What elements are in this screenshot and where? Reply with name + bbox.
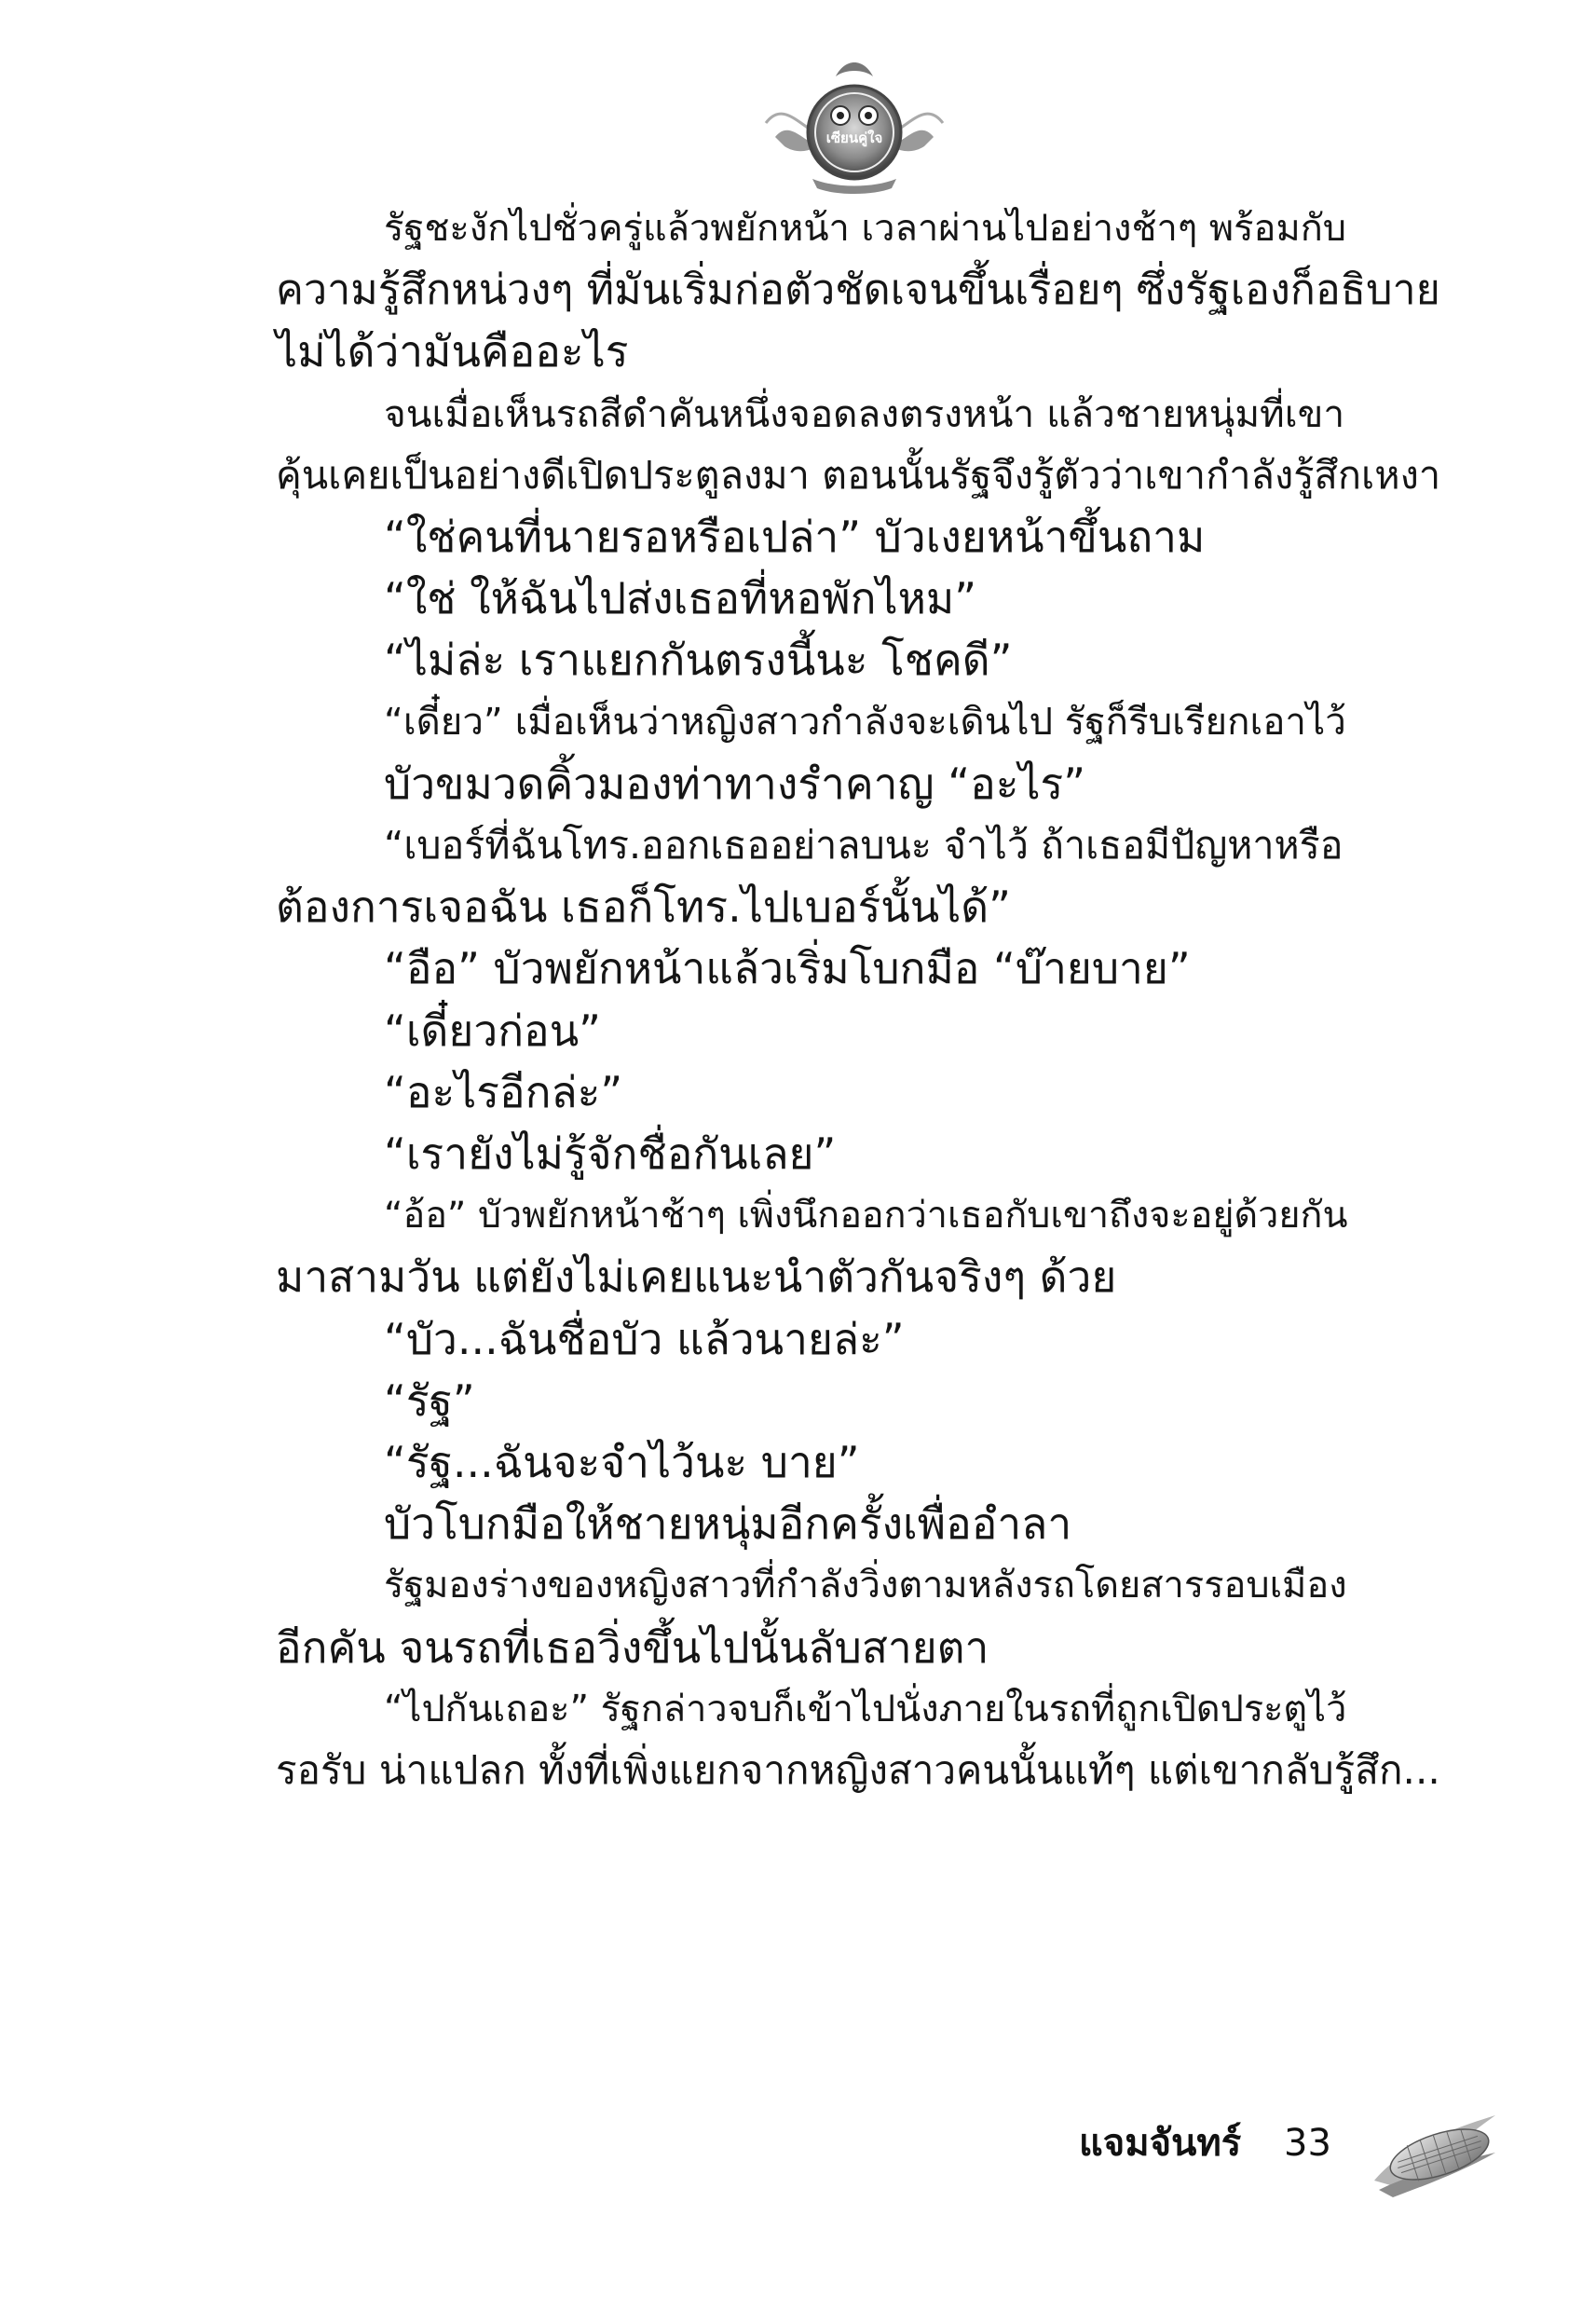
text-line: “ใช่คนที่นายรอหรือเปล่า” บัวเงยหน้าขึ้นถาม xyxy=(384,512,1206,563)
paragraph xyxy=(276,198,1440,383)
text-line: “เรายังไม่รู้จักชื่อกันเลย” xyxy=(384,1128,837,1180)
paragraph xyxy=(276,1123,1440,1184)
text-line: บัวโบกมือให้ชายหนุ่มอีกครั้งเพื่ออำลา xyxy=(384,1498,1072,1550)
text-line: ความรู้สึกหน่วงๆ ที่มันเริ่มก่อตัวชัดเจนขึ้นเรื่อยๆ ซึ่งรัฐเองก็อธิบาย xyxy=(276,265,1440,315)
paragraph xyxy=(276,691,1440,753)
text-line: “ใช่ ให้ฉันไปส่งเธอที่หอพักไหม” xyxy=(384,573,977,624)
text-line: คุ้นเคยเป็นอย่างดีเปิดประตูลงมา ตอนนั้นรัฐจึงรู้ตัวว่าเขากำลังรู้สึกเหงา xyxy=(276,451,1441,498)
emblem-label: เซียนคู่ใจ xyxy=(825,130,883,146)
paragraph xyxy=(276,506,1440,567)
corn-icon xyxy=(1370,2097,1500,2199)
text-line: “รัฐ...ฉันจะจำไว้นะ บาย” xyxy=(384,1437,860,1488)
paragraph xyxy=(276,383,1440,506)
text-line: อีกคัน จนรถที่เธอวิ่งขึ้นไปนั้นลับสายตา xyxy=(276,1621,989,1673)
paragraph xyxy=(276,1308,1440,1370)
emblem-ornament-icon xyxy=(757,48,952,198)
paragraph xyxy=(276,1493,1440,1554)
text-line: “อ้อ” บัวพยักหน้าช้าๆ เพิ่งนึกออกว่าเธอกับเขาถึงจะอยู่ด้วยกัน xyxy=(384,1194,1348,1238)
paragraph xyxy=(276,629,1440,691)
paragraph xyxy=(276,1061,1440,1123)
text-line: “อะไรอีกล่ะ” xyxy=(384,1066,623,1117)
text-line: “บัว...ฉันชื่อบัว แล้วนายล่ะ” xyxy=(384,1313,905,1364)
text-line: “ไม่ล่ะ เราแยกกันตรงนี้นะ โชคดี” xyxy=(384,635,1013,686)
text-line: “เบอร์ที่ฉันโทร.ออกเธออย่าลบนะ จำไว้ ถ้าเธอมีปัญหาหรือ xyxy=(384,823,1344,868)
book-title: แจมจันทร์ xyxy=(1079,2122,1242,2165)
text-line: “ไปกันเถอะ” รัฐกล่าวจบก็เข้าไปนั่งภายในรถที่ถูกเปิดประตูไว้ xyxy=(384,1687,1347,1730)
paragraph xyxy=(276,567,1440,629)
text-line: “เดี๋ยวก่อน” xyxy=(384,1005,601,1056)
text-line: “รัฐ” xyxy=(384,1374,475,1426)
text-line: มาสามวัน แต่ยังไม่เคยแนะนำตัวกันจริงๆ ด้วย xyxy=(276,1251,1117,1303)
paragraph xyxy=(276,1000,1440,1061)
text-line: ต้องการเจอฉัน เธอก็โทร.ไปเบอร์นั้นได้” xyxy=(276,882,1012,933)
page-number: 33 xyxy=(1284,2122,1331,2165)
paragraph xyxy=(276,814,1440,937)
paragraph xyxy=(276,1678,1440,1801)
text-line: รัฐมองร่างของหญิงสาวที่กำลังวิ่งตามหลังรถโดยสารรอบเมือง xyxy=(384,1564,1347,1607)
text-line: รัฐชะงักไปชั่วครู่แล้วพยักหน้า เวลาผ่านไปอย่างช้าๆ พร้อมกับ xyxy=(384,207,1347,250)
text-line: ไม่ได้ว่ามันคืออะไร xyxy=(276,326,629,377)
text-line: รอรับ น่าแปลก ทั้งที่เพิ่งแยกจากหญิงสาวคนนั้นแท้ๆ แต่เขากลับรู้สึก... xyxy=(276,1747,1440,1794)
text-line: “อือ” บัวพยักหน้าแล้วเริ่มโบกมือ “บ๊ายบาย” xyxy=(384,943,1191,994)
text-line: บัวขมวดคิ้วมองท่าทางรำคาญ “อะไร” xyxy=(384,758,1086,809)
header-emblem xyxy=(757,48,952,198)
story-text xyxy=(276,198,1440,1801)
text-line: จนเมื่อเห็นรถสีดำคันหนึ่งจอดลงตรงหน้า แล้วชายหนุ่มที่เขา xyxy=(384,390,1345,436)
paragraph xyxy=(276,937,1440,999)
paragraph xyxy=(276,1370,1440,1431)
paragraph xyxy=(276,1184,1440,1307)
paragraph xyxy=(276,753,1440,814)
text-line: “เดี๋ยว” เมื่อเห็นว่าหญิงสาวกำลังจะเดินไป รัฐก็รีบเรียกเอาไว้ xyxy=(384,700,1346,744)
paragraph xyxy=(276,1554,1440,1677)
paragraph xyxy=(276,1431,1440,1493)
